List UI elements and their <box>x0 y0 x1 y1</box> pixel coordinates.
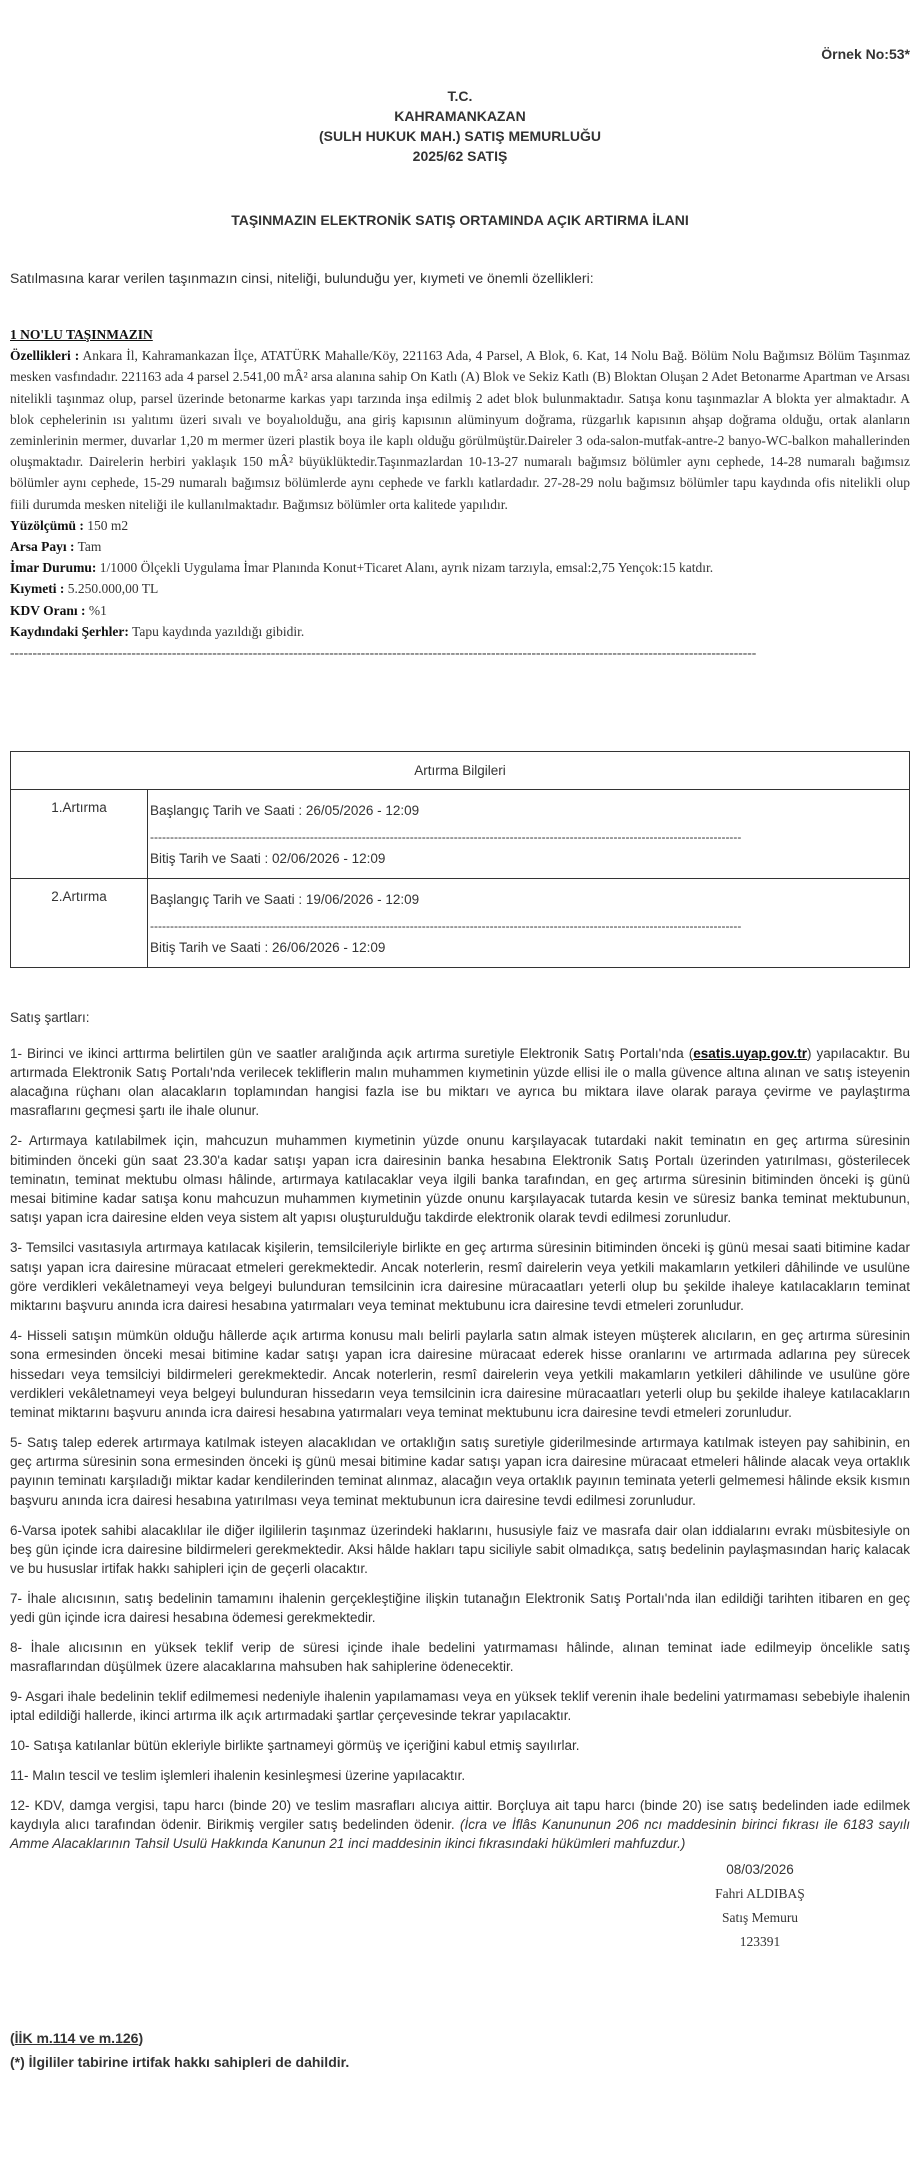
annotations-value: Tapu kaydında yazıldığı gibidir. <box>128 623 305 639</box>
signature-title: Satış Memuru <box>721 1910 799 1926</box>
condition-12-main: 12- KDV, damga vergisi, tapu harcı (binde 20) ve teslim masrafları alıcıya aittir. Borçluya ait tapu harcı (binde 20) ise satış bedelinden iade edilmek kaydıyla alıcı tarafından ödenir. Birikmiş vergiler satış bedelinden ödenir. <box>10 1797 910 1833</box>
announcement-title: TAŞINMAZIN ELEKTRONİK SATIŞ ORTAMINDA AÇIK ARTIRMA İLANI <box>231 212 689 228</box>
ref-prefix: ( <box>10 2030 15 2047</box>
property-heading: 1 NO'LU TAŞINMAZIN <box>10 327 153 342</box>
condition-1-after: ) yapılacaktır. Bu artırmada Elektronik Satış Portalı'nda verilecek tekliflerin malın muhammen kıymetinin yüzde ellisi ile o malla güvence altına alınan ve satış isteyenin alacağına rüçhanı olan alacakların toplamından hangisi fazla ise bu miktarı ve ayrıca bu miktara ilave olarak paraya çevirme ve paylaştırma masraflarını geçmesi şartı ile ihale olunur. <box>10 1045 910 1119</box>
property-value <box>10 578 910 599</box>
condition-6: 6-Varsa ipotek sahibi alacaklılar ile diğer ilgililerin taşınmaz üzerindeki haklarını, hususiyle faiz ve masrafa dair olan iddialarını evrakı müsbitesiyle on beş gün içinde icra dairesine bildirmeleri gerekmektedir. Aksi hâlde hakları tapu siciliyle sabit olmadıkça, satış bedelinin paylaşmasından hariç kalacak ve bu hususlar irtifak hakkı sahipleri için de geçerli olacaktır. <box>10 1522 910 1577</box>
signature-name: Fahri ALDIBAŞ <box>715 1886 805 1902</box>
condition-1-before: 1- Birinci ve ikinci arttırma belirtilen gün ve saatler aralığında açık artırma suretiyle Elektronik Satış Portalı'nda ( <box>10 1045 694 1061</box>
condition-7: 7- İhale alıcısının, satış bedelinin tamamını ihalenin gerçekleştiğine ilişkin tutanağın Elektronik Satış Portalı'nda ilan edildiği tarihten itibaren en geç yedi gün içinde icra dairesi hesabına ödemesi gerekmektedir. <box>10 1590 910 1626</box>
auction-row <box>11 790 910 879</box>
condition-2: 2- Artırmaya katılabilmek için, mahcuzun muhammen kıymetinin yüzde onunu karşılayacak tutardaki nakit teminatın en geç artırma süresinin bitiminden önceki gün saat 23.30'a kadar satışı yapan icra dairesinin banka hesabına Elektronik Satış Portalı üzerinden yatırılması, gösterilecek teminatın, teminat mektubu olması hâlinde, artırmaya katılacaklar veya ilgili banka tarafından, en geç artırma süresinin bitiminden önceki iş günü mesai bitimine kadar satışa konu mahcuzun muhammen kıymetinin yüzde onunu karşılayacak tutarda kesin ve süresiz banka teminat mektubunun, satışı yapan icra dairesine elden veya sistem alt yapısı oluşturulduğu takdirde elektronik olarak tevdi edilmesi zorunludur. <box>10 1133 910 1226</box>
auction-start: Başlangıç Tarih ve Saati : 26/05/2026 - 12:09 <box>150 803 420 819</box>
auction-round: 1.Artırma <box>11 790 148 879</box>
condition-11: 11- Malın tescil ve teslim işlemleri ihalenin kesinleşmesi üzerine yapılacaktır. <box>10 1768 466 1784</box>
auction-dates <box>148 790 910 879</box>
zoning-label: İmar Durumu: <box>10 560 97 576</box>
auction-table <box>10 751 910 968</box>
header-file-no: 2025/62 SATIŞ <box>412 148 508 164</box>
condition-5: 5- Satış talep ederek artırmaya katılmak isteyen alacaklıdan ve ortaklığın satış suretiyle giderilmesinde artırmaya katılmak isteyen pay sahibinin, en geç artırma süresinin sona ermesinden önceki iş günü mesai bitimine kadar satışı yapan icra dairesine müracaat etmeleri hâlinde alacak veya ortaklık payının teminatı karşıladığı miktar kadar kendilerinden teminat alınmaz, alacağın veya ortaklık payının teminata yeterli gelmemesi hâlinde eksik kısmın başvuru anında icra dairesi hesabına yatırılması veya teminat mektubunun icra dairesine tevdi edilmesi zorunludur. <box>10 1434 910 1508</box>
features-text: Ankara İl, Kahramankazan İlçe, ATATÜRK Mahalle/Köy, 221163 Ada, 4 Parsel, A Blok, 6. Kat, 14 Nolu Bağ. Bölüm Nolu Bağımsız Bölüm Taşınmaz mesken vasfındadır. 221163 ada 4 parsel 2.541,00 mÂ² arsa alanına sahip On Katlı (A) Blok ve Sekiz Katlı (B) Bloktan Oluşan 2 Adet Betonarme Apartman ve Arsası nitelikli taşınmaz olup, parsel üzerinde betonarme karkas yapı tarzında inşa edilmiş 2 adet blok bulunmaktadır. Satışa konu taşınmazlar A blokta yer almaktadır. A blok cephelerinin ısı yalıtımı üzeri sıvalı ve boyalıolduğu, ana giriş kapısının alüminyum doğrama, rüzgarlık kapısının ahşap doğrama olduğu, ortak alanların zeminlerinin mermer, duvarlar 1,20 m mermer üzeri plastik boya ile kaplı olduğu görülmüştür.Daireler 3 oda-salon-mutfak-antre-2 banyo-WC-balkon mahallerinden oluşmaktadır. Dairelerin herbiri yaklaşık 150 mÂ² büyüklüktedir.Taşınmazlardan 10-13-27 numaralı bağımsız bölümler aynı cephede, 14-28 numaralı bağımsız bölümler aynı cephede, 15-29 numaralı bağımsız bölümlerde aynı cephede ve farklı katlardadır. 27-28-29 nolu bağımsız bölümler tapu kaydında ofis nitelikli olup fiili durumda mesken niteliği ile kullanılmaktadır. Bağımsız bölümler orta kalitede yapılıdır. <box>10 348 910 512</box>
legal-reference <box>10 2026 910 2050</box>
property-annotations <box>10 621 910 642</box>
esatis-link[interactable]: esatis.uyap.gov.tr <box>693 1045 807 1061</box>
share-value: Tam <box>74 539 102 555</box>
kdv-value: %1 <box>85 602 107 618</box>
condition-10: 10- Satışa katılanlar bütün ekleriyle birlikte şartnameyi görmüş ve içeriğini kabul etmiş sayılırlar. <box>10 1738 580 1754</box>
property-section <box>10 324 910 663</box>
property-zoning <box>10 557 910 578</box>
conditions-title: Satış şartları: <box>10 1010 90 1026</box>
auction-separator: ---------------------------------------------------------------------------------------------------------------------------------------------------- <box>150 919 742 934</box>
signature-id: 123391 <box>739 1934 781 1950</box>
auction-separator: ---------------------------------------------------------------------------------------------------------------------------------------------------- <box>150 830 742 845</box>
footer <box>10 2026 910 2074</box>
iik-reference-link[interactable]: İİK m.114 ve m.126 <box>14 2030 139 2047</box>
property-separator: ---------------------------------------------------------------------------------------------------------------------------------------------------------------------- <box>10 645 757 661</box>
condition-4: 4- Hisseli satışın mümkün olduğu hâllerde açık artırma konusu malı belirli paylarla satın almak isteyen müşterek alıcıların, en geç artırma süresinin sona ermesinden önceki mesai bitimine kadar satışı yapan icra dairesine müracaat ederek hisse oranlarını ve artırmada adlarına pey sürecek hissedarı veya temsilciyi bildirmeleri gerekmektedir. Ancak noterlerin, resmî dairelerin veya yetkili makamların yetkileri dâhilinde ve usulüne göre verdikleri vekâletnameyi veya belgeyi bulunduran hissedarın veya temsilcinin icra dairesine müracaatları yeterli olup bu şekilde ihaleye katılacakların teminat miktarını başvuru anında icra dairesi hesabına yatırmaları veya teminat mektubunu icra dairesine tevdi etmeleri zorunludur. <box>10 1327 910 1421</box>
condition-8: 8- İhale alıcısının en yüksek teklif verip de süresi içinde ihale bedelini yatırmaması hâlinde, alınan teminat iade edilmeyip öncelikle satış masraflarından düşülmek üzere alacaklarına mahsuben hak sahiplerine ödenecektir. <box>10 1640 910 1675</box>
features-label: Özellikleri : <box>10 348 80 364</box>
ref-suffix: ) <box>138 2030 144 2047</box>
auction-row <box>11 879 910 968</box>
footnote: (*) İlgililer tabirine irtifak hakkı sahipleri de dahildir. <box>10 2054 350 2071</box>
intro-text: Satılmasına karar verilen taşınmazın cinsi, niteliği, bulunduğu yer, kıymeti ve önemli özellikleri: <box>10 270 594 286</box>
condition-12-note: (İcra ve İflâs Kanununun 206 ncı maddesinin birinci fıkrası ile 6183 sayılı Amme Alacaklarının Tahsil Usulü Hakkında Kanunun 21 inci maddesinin ikinci fıkrasındaki hükümleri mahfuzdur.) <box>10 1817 911 1852</box>
signature-block <box>640 1858 880 1954</box>
office-header <box>10 86 910 166</box>
area-value: 150 m2 <box>83 517 129 533</box>
condition-9: 9- Asgari ihale bedelinin teklif edilmemesi nedeniyle ihalenin yapılamaması veya en yüksek teklif verenin ihale bedelini yatırmaması sebebiyle ihalenin iptal edildiği hallerde, ikinci artırma ilk açık artırmadaki şartlar çerçevesinde tekrar yapılacaktır. <box>10 1689 910 1724</box>
condition-12 <box>10 1796 910 1854</box>
sale-conditions <box>10 1008 910 1853</box>
value-label: Kıymeti : <box>10 581 65 597</box>
auction-round: 2.Artırma <box>11 879 148 968</box>
zoning-value: 1/1000 Ölçekli Uygulama İmar Planında Konut+Ticaret Alanı, ayrık nizam tarzıyla, emsal:2,75 Yençok:15 katdır. <box>96 560 714 576</box>
condition-3: 3- Temsilci vasıtasıyla artırmaya katılacak kişilerin, temsilcileriyle birlikte en geç artırma süresinin bitiminden önceki iş günü mesai saati bitimine kadar satışı yapan icra dairesine müracaat etmeleri gerekmektedir. Ancak noterlerin, resmî dairelerin veya yetkili makamların yetkileri dâhilinde ve usulüne göre verdikleri vekâletnameyi veya belgeyi bulunduran temsilcinin icra dairesine müracaatları yeterli olup bu şekilde ihaleye katılacakların teminat miktarını başvuru anında icra dairesi hesabına yatırmaları veya teminat mektubunu icra dairesine tevdi etmeleri zorunludur. <box>10 1240 910 1314</box>
area-label: Yüzölçümü : <box>10 517 84 533</box>
share-label: Arsa Payı : <box>10 539 75 555</box>
value-amount: 5.250.000,00 TL <box>64 581 159 597</box>
sample-number: Örnek No:53* <box>821 46 910 62</box>
annotations-label: Kaydındaki Şerhler: <box>10 623 129 639</box>
auction-start: Başlangıç Tarih ve Saati : 19/06/2026 - 12:09 <box>150 892 420 908</box>
signature-date: 08/03/2026 <box>726 1862 794 1878</box>
property-area <box>10 515 910 536</box>
header-district: KAHRAMANKAZAN <box>394 108 526 124</box>
property-kdv <box>10 600 910 621</box>
auction-dates <box>148 879 910 968</box>
auction-end: Bitiş Tarih ve Saati : 02/06/2026 - 12:09 <box>150 851 386 867</box>
property-share <box>10 536 910 557</box>
auction-table-header: Artırma Bilgileri <box>11 752 910 790</box>
header-office: (SULH HUKUK MAH.) SATIŞ MEMURLUĞU <box>318 128 602 144</box>
header-tc: T.C. <box>447 88 473 104</box>
auction-end: Bitiş Tarih ve Saati : 26/06/2026 - 12:09 <box>150 940 386 956</box>
property-features <box>10 345 910 515</box>
kdv-label: KDV Oranı : <box>10 602 86 618</box>
condition-1 <box>10 1044 910 1121</box>
